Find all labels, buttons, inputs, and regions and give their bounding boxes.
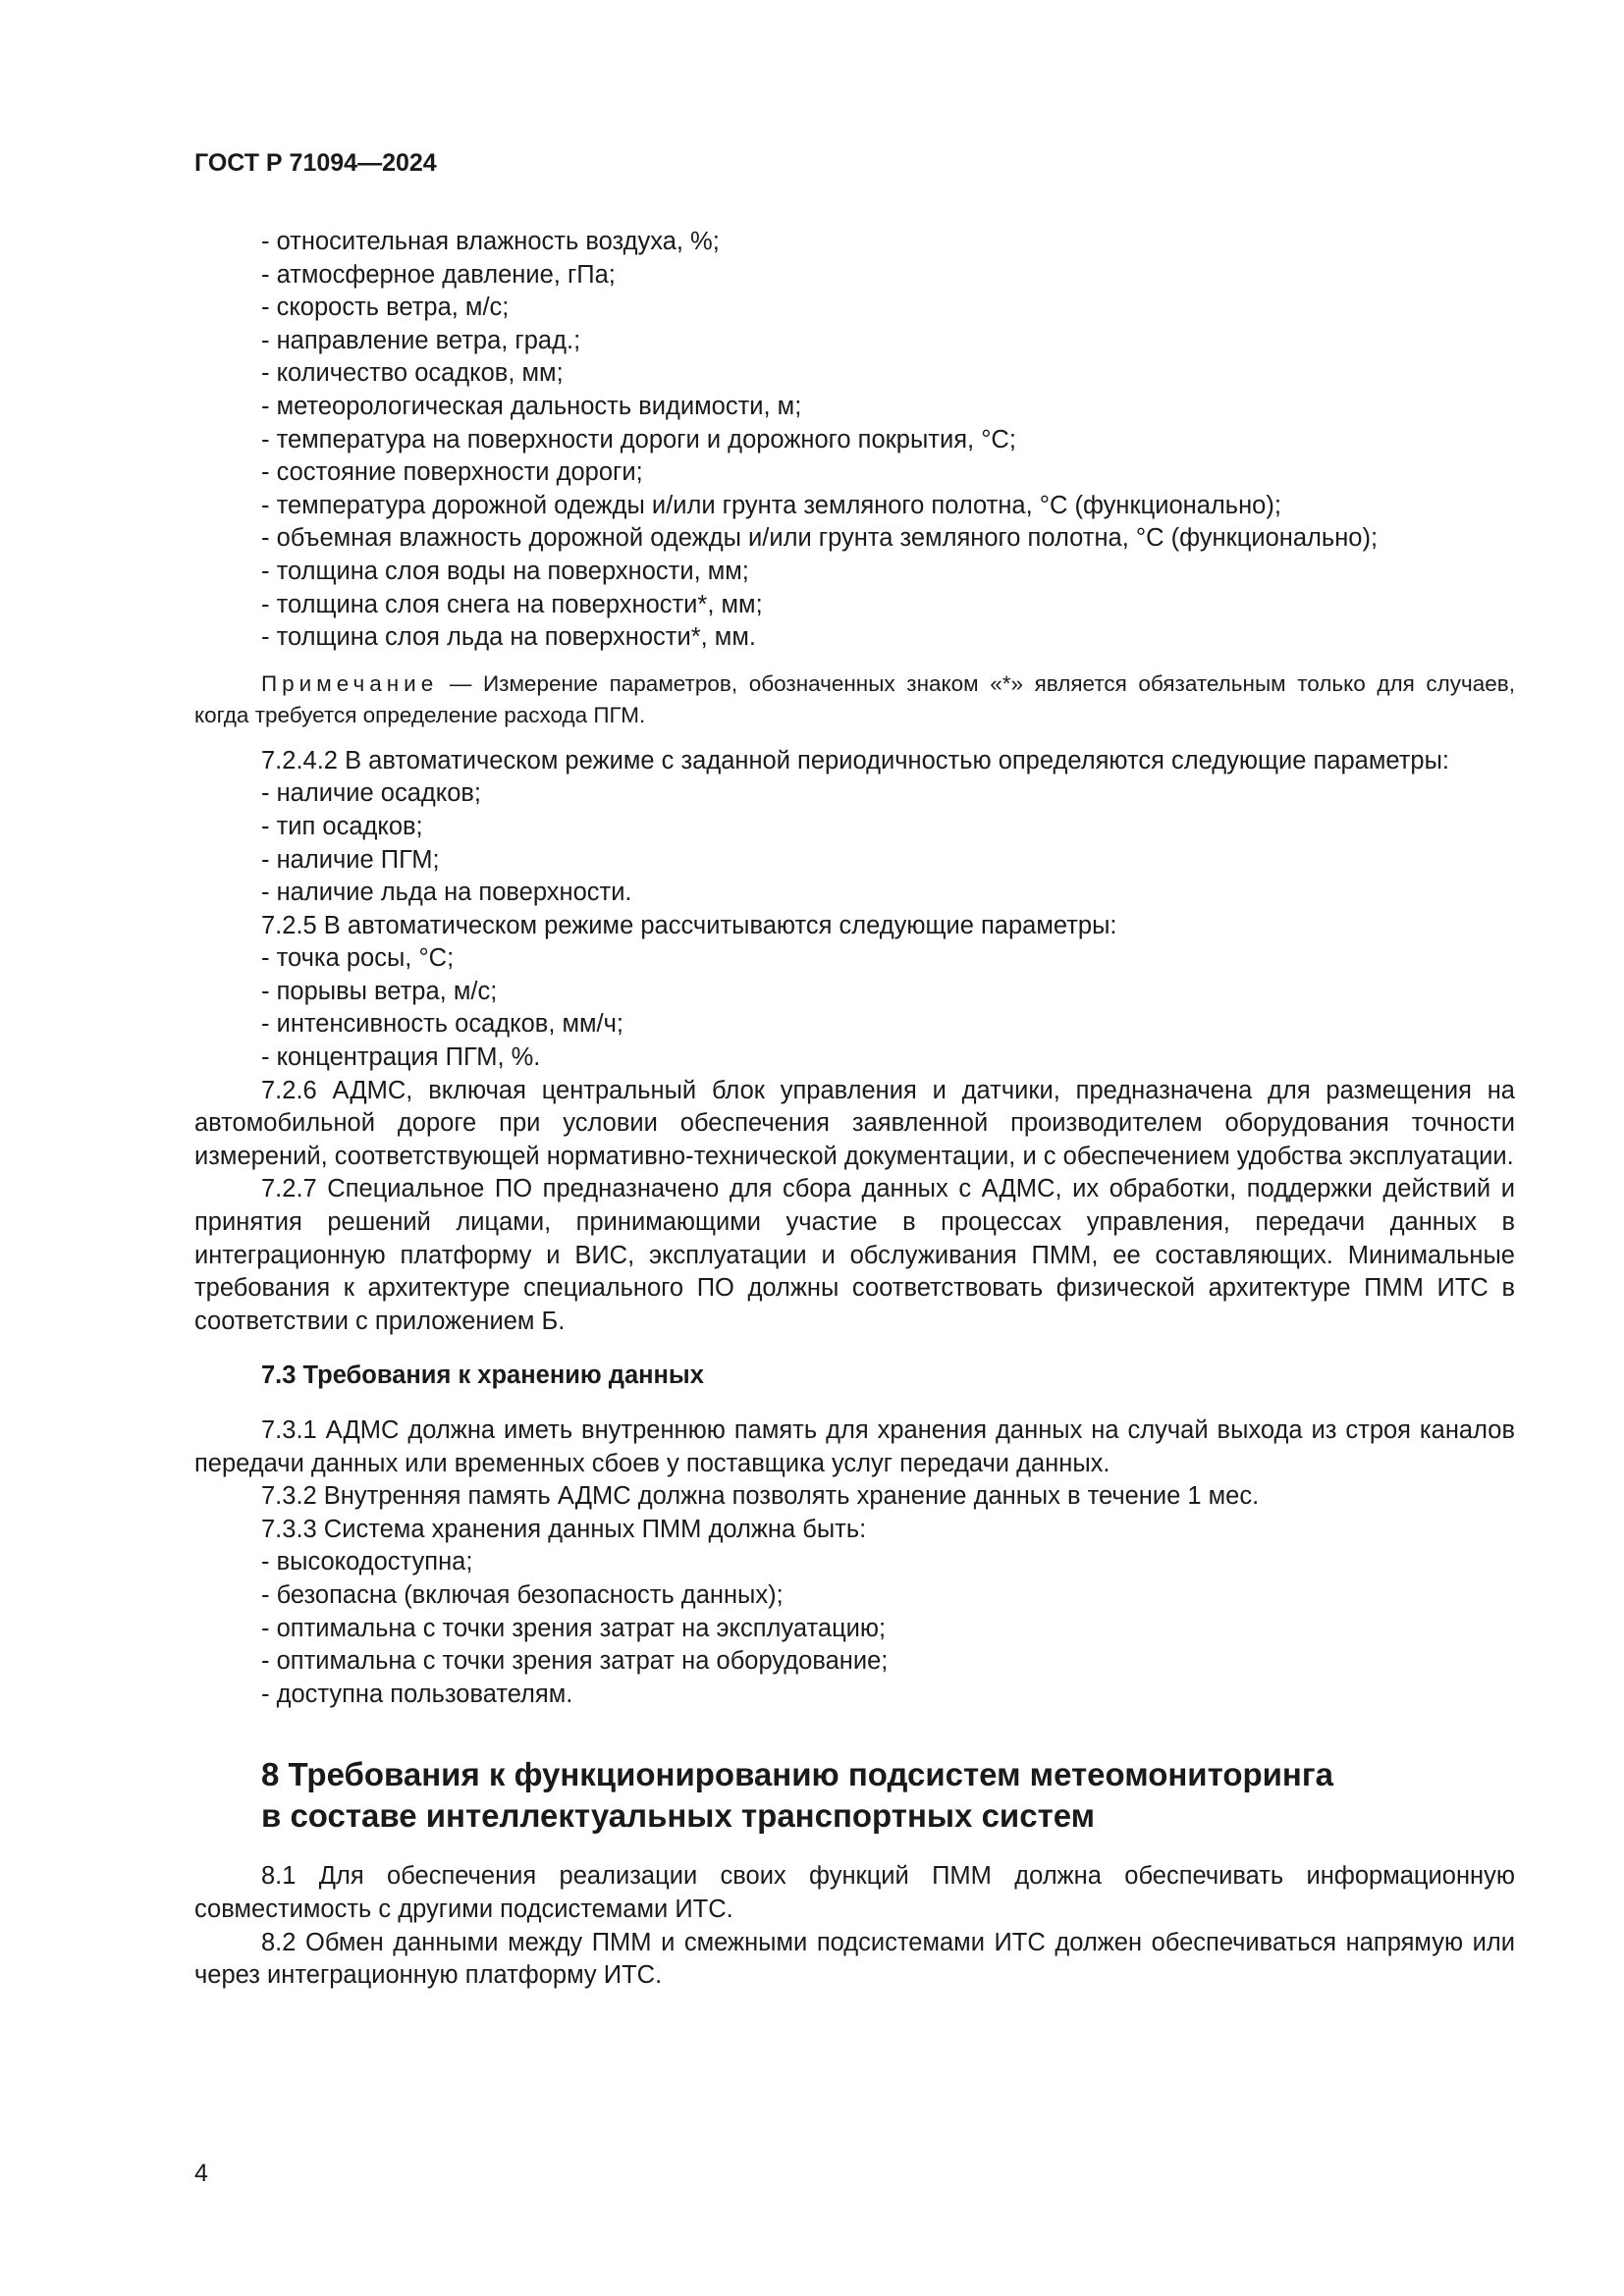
list-item: - порывы ветра, м/с; bbox=[261, 977, 498, 1005]
list-item: - состояние поверхности дороги; bbox=[261, 458, 643, 487]
section-heading-8 bbox=[194, 1754, 1515, 1837]
paragraph-7-3-1: 7.3.1 АДМС должна иметь внутреннюю память для хранения данных на случай выхода из строя каналов передачи данных или временных сбоев у поставщика услуг передачи данных. bbox=[194, 1416, 1515, 1477]
list-item: - количество осадков, мм; bbox=[261, 359, 564, 388]
paragraph-7-2-5: 7.2.5 В автоматическом режиме рассчитываются следующие параметры: bbox=[261, 911, 1117, 939]
list-item: - толщина слоя снега на поверхности*, мм; bbox=[261, 590, 763, 618]
list-item: - толщина слоя воды на поверхности, мм; bbox=[261, 557, 749, 585]
paragraph-7-2-4-2: 7.2.4.2 В автоматическом режиме с заданной периодичностью определяются следующие параметры: bbox=[261, 746, 1449, 774]
list-item: - доступна пользователям. bbox=[261, 1680, 573, 1708]
paragraph-8-1: 8.1 Для обеспечения реализации своих функций ПММ должна обеспечивать информационную совместимость с другими подсистемами ИТС. bbox=[194, 1862, 1515, 1923]
page-number: 4 bbox=[194, 2160, 208, 2187]
list-storage-requirements bbox=[194, 1546, 1515, 1711]
note-text: — Измерение параметров, обозначенных знаком «*» является обязательным только для случаев, когда требуется определение расхода ПГМ. bbox=[194, 670, 1515, 727]
list-item: - метеорологическая дальность видимости, м; bbox=[261, 392, 802, 420]
list-item: - атмосферное давление, гПа; bbox=[261, 260, 616, 289]
document-header: ГОСТ Р 71094—2024 bbox=[194, 149, 437, 177]
note-label: Примечание bbox=[261, 670, 439, 696]
list-item: - наличие льда на поверхности. bbox=[261, 879, 632, 907]
paragraph-7-3-2: 7.3.2 Внутренняя память АДМС должна позволять хранение данных в течение 1 мес. bbox=[261, 1482, 1260, 1511]
subsection-heading-7-3: 7.3 Требования к хранению данных bbox=[261, 1362, 704, 1390]
list-item: - тип осадков; bbox=[261, 812, 423, 840]
list-auto-params bbox=[194, 777, 1515, 909]
list-item: - оптимальна с точки зрения затрат на эксплуатацию; bbox=[261, 1614, 887, 1642]
list-item: - точка росы, °С; bbox=[261, 944, 455, 973]
list-item: - концентрация ПГМ, %. bbox=[261, 1043, 541, 1072]
list-item: - наличие осадков; bbox=[261, 779, 482, 808]
list-item: - температура дорожной одежды и/или грунта земляного полотна, °С (функционально); bbox=[261, 491, 1281, 519]
list-item: - относительная влажность воздуха, %; bbox=[261, 228, 720, 255]
section-heading-line: в составе интеллектуальных транспортных систем bbox=[261, 1797, 1096, 1835]
list-item: - направление ветра, град.; bbox=[261, 326, 581, 354]
list-item: - объемная влажность дорожной одежды и/или грунта земляного полотна, °С (функционально); bbox=[261, 524, 1379, 553]
section-heading-line: 8 Требования к функционированию подсистем метеомониторинга bbox=[261, 1756, 1333, 1793]
list-calculated-params bbox=[194, 942, 1515, 1074]
list-item: - безопасна (включая безопасность данных); bbox=[261, 1580, 784, 1609]
list-item: - скорость ветра, м/с; bbox=[261, 294, 510, 322]
paragraph-8-2: 8.2 Обмен данными между ПММ и смежными подсистемами ИТС должен обеспечиваться напрямую или через интеграционную платформу ИТС. bbox=[194, 1928, 1515, 1990]
list-item: - высокодоступна; bbox=[261, 1548, 473, 1576]
list-item: - оптимальна с точки зрения затрат на оборудование; bbox=[261, 1647, 889, 1676]
paragraph-7-3-3: 7.3.3 Система хранения данных ПММ должна быть: bbox=[261, 1515, 867, 1543]
list-item: - интенсивность осадков, мм/ч; bbox=[261, 1010, 624, 1039]
paragraph-7-2-6: 7.2.6 АДМС, включая центральный блок управления и датчики, предназначена для размещения на автомобильной дороге при условии обеспечения заявленной производителем оборудования точности измерений, соответствующей нормативно-технической документации, и с обеспечением удобства эксплуатации. bbox=[194, 1076, 1515, 1170]
paragraph-7-2-7: 7.2.7 Специальное ПО предназначено для сбора данных с АДМС, их обработки, поддержки действий и принятия решений лицами, принимающими участие в процессах управления, передачи данных в интеграционную платформу и ВИС, эксплуатации и обслуживания ПММ, ее составляющих. Минимальные требования к архитектуре специального ПО должны соответствовать физической архитектуре ПММ ИТС в соответствии с приложением Б. bbox=[194, 1175, 1515, 1335]
list-item: - температура на поверхности дороги и дорожного покрытия, °С; bbox=[261, 425, 1016, 454]
document-body bbox=[194, 226, 1515, 1993]
note bbox=[194, 668, 1515, 731]
list-measured-params bbox=[194, 226, 1515, 655]
list-item: - наличие ПГМ; bbox=[261, 845, 440, 874]
list-item: - толщина слоя льда на поверхности*, мм. bbox=[261, 623, 756, 652]
